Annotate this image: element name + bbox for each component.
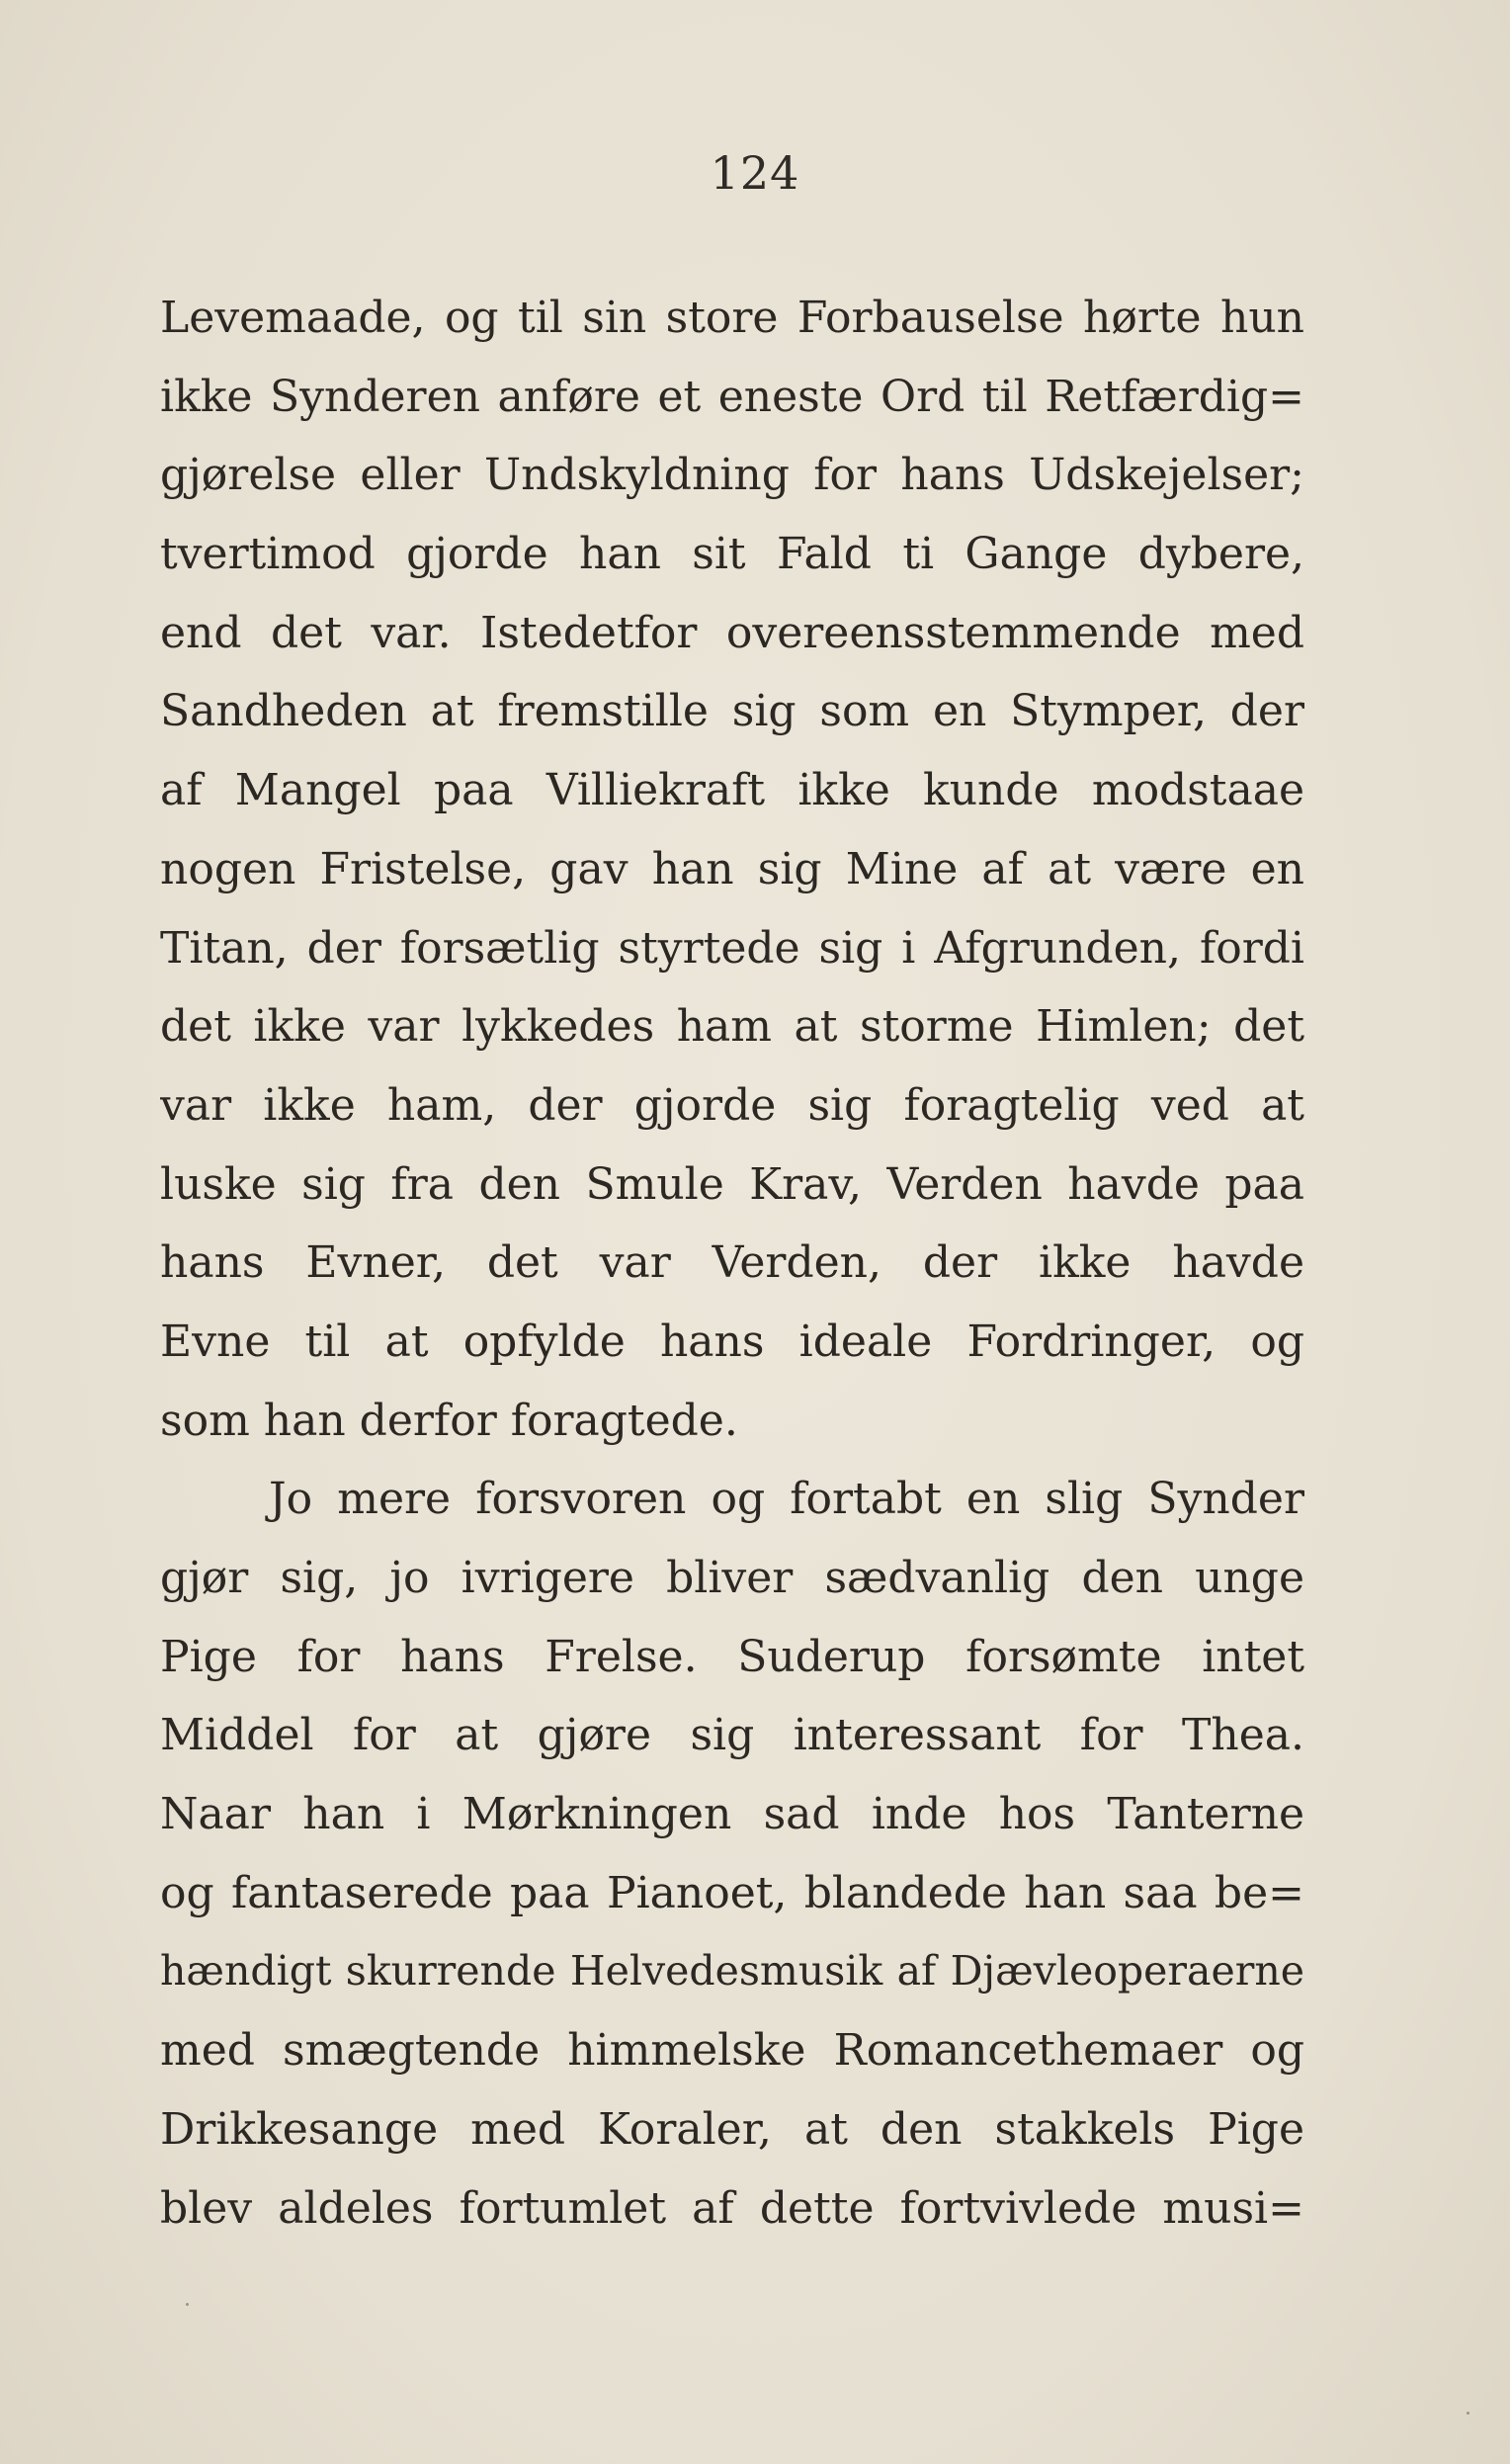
text-line: Titan, der forsætlig styrtede sig i Afgrunden, fordi <box>160 922 1304 974</box>
text-line: luske sig fra den Smule Krav, Verden havde paa <box>160 1158 1304 1210</box>
text-line: gjør sig, jo ivrigere bliver sædvanlig den unge <box>160 1553 1304 1603</box>
text-line: tvertimod gjorde han sit Fald ti Gange dybere, <box>160 529 1304 580</box>
text-line: Pige for hans Frelse. Suderup forsømte intet <box>160 1631 1304 1682</box>
text-line: hans Evner, det var Verden, der ikke havde <box>160 1237 1304 1289</box>
text-line: blev aldeles fortumlet af dette fortvivlede musi= <box>160 2182 1304 2234</box>
text-line: og fantaserede paa Pianoet, blandede han saa be= <box>160 1867 1304 1918</box>
text-line: Naar han i Mørkningen sad inde hos Tanterne <box>160 1789 1304 1840</box>
text-line: Jo mere forsvoren og fortabt en slig Synder <box>269 1474 1304 1525</box>
text-line: nogen Fristelse, gav han sig Mine af at være en <box>160 843 1304 894</box>
text-line: af Mangel paa Villiekraft ikke kunde modstaae <box>160 765 1304 816</box>
text-line: var ikke ham, der gjorde sig foragtelig ved at <box>160 1079 1304 1131</box>
text-line: som han derfor foragtede. <box>160 1395 738 1446</box>
body-text <box>160 279 1304 2248</box>
text-line: gjørelse eller Undskyldning for hans Udskejelser; <box>160 450 1304 501</box>
text-line: Levemaade, og til sin store Forbauselse hørte hun <box>160 293 1304 343</box>
text-line: med smægtende himmelske Romancethemaer og <box>160 2025 1304 2077</box>
text-line: end det var. Istedetfor overeensstemmende med <box>160 607 1304 658</box>
text-line: Evne til at opfylde hans ideale Fordringer, og <box>160 1316 1304 1367</box>
paper-speck <box>1467 2412 1469 2415</box>
page-number: 124 <box>710 146 800 200</box>
text-line: Drikkesange med Koraler, at den stakkels Pige <box>160 2103 1304 2155</box>
text-line: det ikke var lykkedes ham at storme Himlen; det <box>160 1001 1304 1053</box>
text-line: ikke Synderen anføre et eneste Ord til Retfærdig= <box>160 371 1304 422</box>
text-line: Sandheden at fremstille sig som en Stymper, der <box>160 686 1304 737</box>
paper-speck <box>186 2303 189 2306</box>
text-line: hændigt skurrende Helvedesmusik af Djævleoperaerne <box>160 1947 1304 1996</box>
text-line: Middel for at gjøre sig interessant for Thea. <box>160 1710 1304 1761</box>
